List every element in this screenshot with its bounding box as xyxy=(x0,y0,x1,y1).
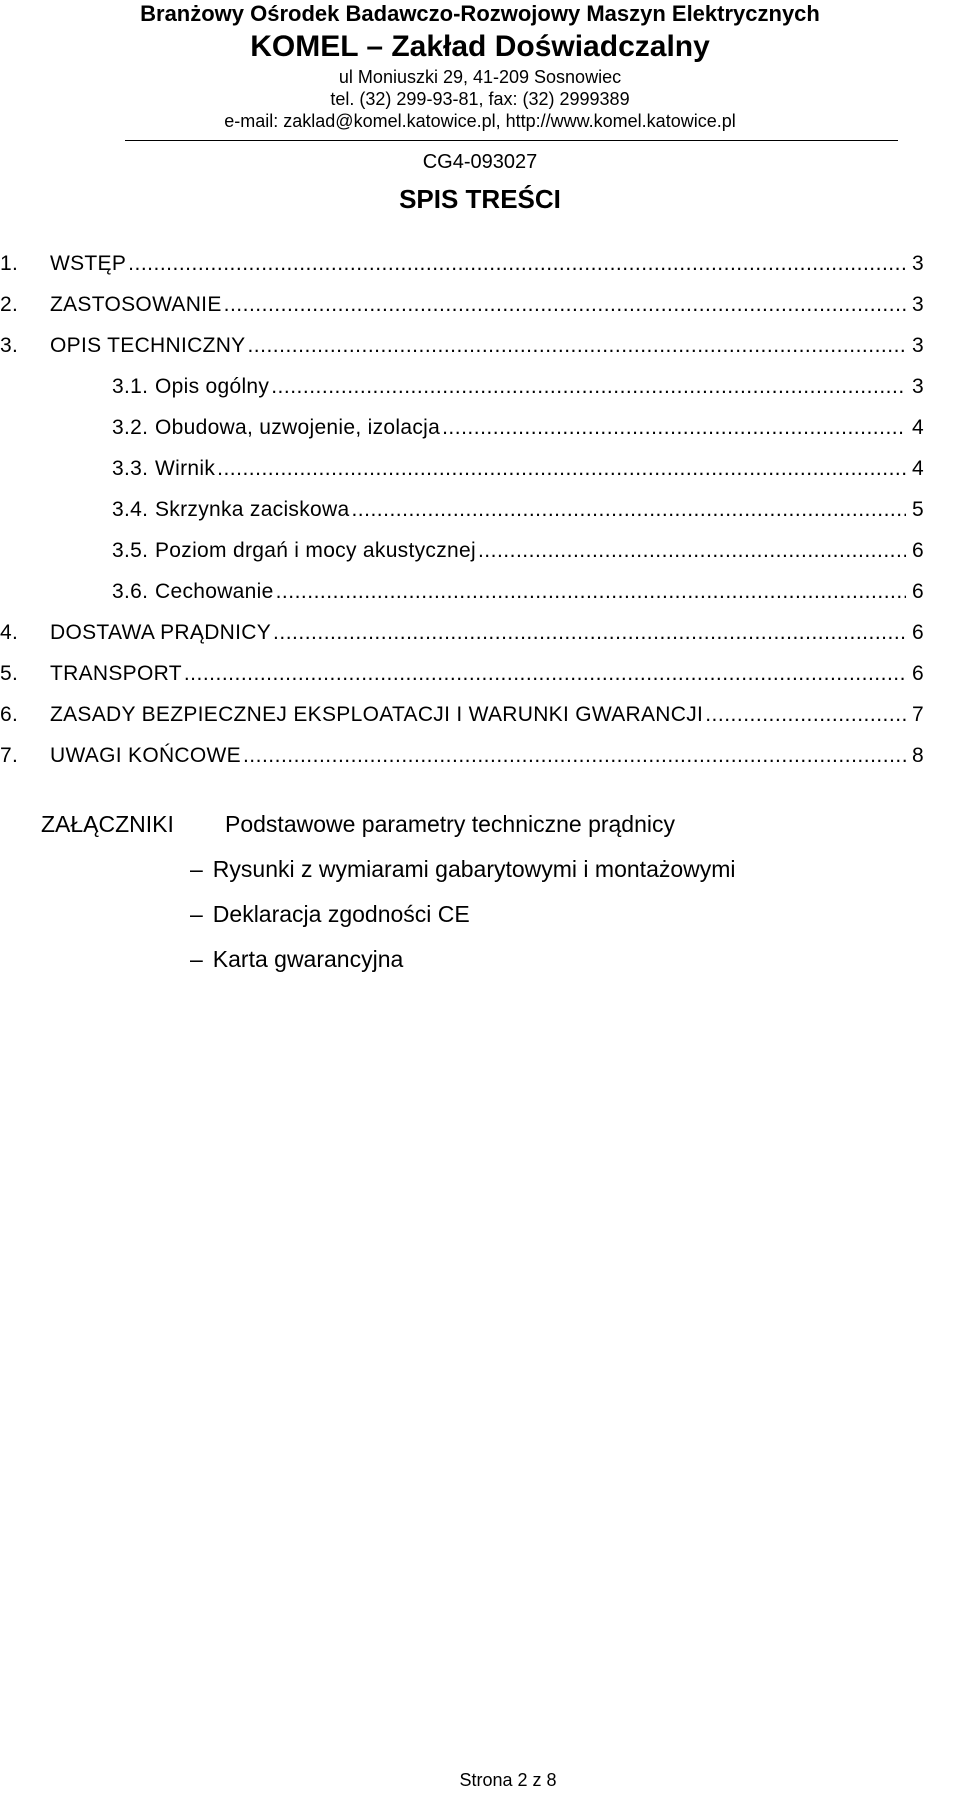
toc-dot-leader xyxy=(271,375,906,399)
toc-entry-title: Skrzynka zaciskowa xyxy=(155,498,350,521)
toc-subentry[interactable] xyxy=(112,580,924,620)
toc-entry-title: TRANSPORT xyxy=(50,662,182,685)
toc-entry-page: 6 xyxy=(912,539,924,562)
header-address: ul Moniuszki 29, 41-209 Sosnowiec xyxy=(338,67,622,87)
toc-entry-page: 3 xyxy=(912,334,924,357)
toc-entry-title: OPIS TECHNICZNY xyxy=(50,334,246,357)
toc-dot-leader xyxy=(478,539,906,563)
toc-entry-page: 7 xyxy=(912,703,924,726)
toc-entry[interactable] xyxy=(0,252,924,292)
toc-dot-leader xyxy=(243,744,906,768)
toc-entry-number: 3.3. xyxy=(112,457,149,480)
toc-entry-page: 4 xyxy=(912,416,924,439)
toc-entry-number: 4. xyxy=(0,621,19,644)
toc-subentry[interactable] xyxy=(112,416,924,456)
toc-entry-title: Poziom drgań i mocy akustycznej xyxy=(155,539,476,562)
toc-entry-page: 8 xyxy=(912,744,924,767)
toc-entry-number: 7. xyxy=(0,744,19,767)
toc-entry-number: 6. xyxy=(0,703,19,726)
toc-entry-title: ZASTOSOWANIE xyxy=(50,293,222,316)
toc-subentry[interactable] xyxy=(112,539,924,579)
toc-entry-page: 3 xyxy=(912,252,924,275)
toc-entry-page: 6 xyxy=(912,580,924,603)
annex-item xyxy=(190,856,736,883)
toc-entry-number: 2. xyxy=(0,293,19,316)
annexes-label: ZAŁĄCZNIKI xyxy=(41,811,174,837)
toc-entry-title: DOSTAWA PRĄDNICY xyxy=(50,621,272,644)
toc-subentry[interactable] xyxy=(112,457,924,497)
header-email: e-mail: zaklad@komel.katowice.pl, http://www.komel.katowice.pl xyxy=(224,111,736,131)
toc-entry-number: 3.2. xyxy=(112,416,149,439)
annex-item-text: Podstawowe parametry techniczne prądnicy xyxy=(225,811,676,837)
page-footer xyxy=(0,1770,960,1791)
toc-dot-leader xyxy=(442,416,906,440)
header-phone: tel. (32) 299-93-81, fax: (32) 2999389 xyxy=(330,89,630,109)
annex-item xyxy=(190,901,470,928)
toc-entry-page: 3 xyxy=(912,375,924,398)
annex-item xyxy=(225,811,675,838)
toc-entry-page: 6 xyxy=(912,621,924,644)
toc-subentry[interactable] xyxy=(112,498,924,538)
toc-entry-number: 3.5. xyxy=(112,539,149,562)
toc-entry-number: 5. xyxy=(0,662,19,685)
annex-dash: – xyxy=(190,901,203,927)
toc-dot-leader xyxy=(247,334,906,358)
toc-dot-leader xyxy=(276,580,906,604)
annex-item-text: Deklaracja zgodności CE xyxy=(212,901,470,927)
toc-entry[interactable] xyxy=(0,621,924,661)
annex-item xyxy=(190,946,403,973)
toc-entry-number: 1. xyxy=(0,252,19,275)
page-number: Strona 2 z 8 xyxy=(459,1770,557,1790)
annex-item-text: Rysunki z wymiarami gabarytowymi i montażowymi xyxy=(212,856,736,882)
toc-entry-number: 3.6. xyxy=(112,580,149,603)
toc-dot-leader xyxy=(224,293,906,317)
page-title: SPIS TREŚCI xyxy=(399,184,561,214)
toc-dot-leader xyxy=(184,662,906,686)
toc-entry[interactable] xyxy=(0,334,924,374)
annex-item-text: Karta gwarancyjna xyxy=(212,946,404,972)
toc-entry-page: 6 xyxy=(912,662,924,685)
toc-entry-title: Cechowanie xyxy=(155,580,274,603)
toc-entry[interactable] xyxy=(0,293,924,333)
annex-dash: – xyxy=(190,856,203,882)
toc-entry-page: 4 xyxy=(912,457,924,480)
toc-entry-title: Wirnik xyxy=(155,457,216,480)
toc-entry[interactable] xyxy=(0,662,924,702)
toc-entry-number: 3. xyxy=(0,334,19,357)
toc-entry-page: 5 xyxy=(912,498,924,521)
header-institute: Branżowy Ośrodek Badawczo-Rozwojowy Maszyn Elektrycznych xyxy=(140,1,820,26)
toc-entry[interactable] xyxy=(0,703,924,743)
header-company: KOMEL – Zakład Doświadczalny xyxy=(250,30,710,63)
header-divider xyxy=(125,140,898,141)
toc-entry-title: Obudowa, uzwojenie, izolacja xyxy=(155,416,441,439)
toc-dot-leader xyxy=(273,621,906,645)
toc-entry-title: Opis ogólny xyxy=(155,375,270,398)
toc-entry-title: WSTĘP xyxy=(50,252,127,275)
toc-entry-number: 3.1. xyxy=(112,375,149,398)
toc-dot-leader xyxy=(217,457,906,481)
toc-entry[interactable] xyxy=(0,744,924,784)
annex-dash: – xyxy=(190,946,203,972)
toc-entry-page: 3 xyxy=(912,293,924,316)
toc-dot-leader xyxy=(351,498,906,522)
toc-entry-number: 3.4. xyxy=(112,498,149,521)
toc-entry-title: UWAGI KOŃCOWE xyxy=(50,744,241,767)
toc-dot-leader xyxy=(705,703,906,727)
toc-subentry[interactable] xyxy=(112,375,924,415)
toc-dot-leader xyxy=(128,252,906,276)
document-code: CG4-093027 xyxy=(422,151,538,173)
toc-entry-title: ZASADY BEZPIECZNEJ EKSPLOATACJI I WARUNKI GWARANCJI xyxy=(50,703,704,726)
